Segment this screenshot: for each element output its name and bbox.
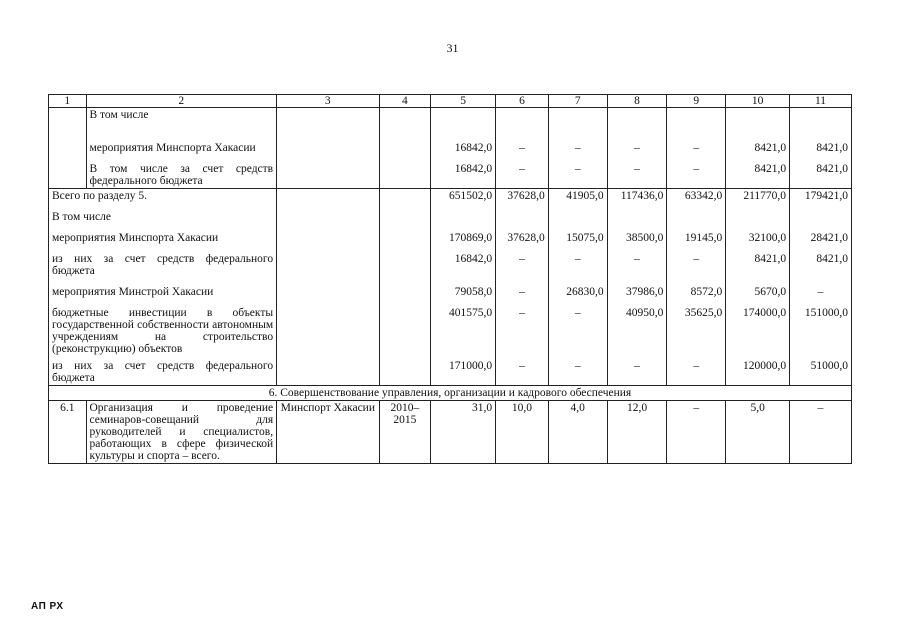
- cell-value: –: [548, 252, 607, 285]
- table-row: [49, 162, 852, 189]
- column-header: 11: [790, 95, 852, 108]
- column-header: 2: [86, 95, 277, 108]
- row-label: мероприятия Минстрой Хакасии: [49, 285, 277, 306]
- item-number: 6.1: [49, 401, 87, 464]
- table-row: [49, 306, 852, 359]
- cell-value: 179421,0: [790, 189, 852, 211]
- cell-value: –: [496, 252, 549, 285]
- cell-value: –: [496, 141, 549, 162]
- cell-value: 16842,0: [431, 162, 496, 189]
- row-label: мероприятия Минспорта Хакасии: [86, 141, 277, 162]
- row-label: В том числе за счет средств федерального бюджета: [86, 162, 277, 189]
- cell-value: –: [496, 162, 549, 189]
- period: 2010– 2015: [379, 401, 431, 464]
- cell-value: 35625,0: [667, 306, 726, 359]
- cell-value: 40950,0: [607, 306, 667, 359]
- cell-value: 51000,0: [790, 359, 852, 386]
- cell-value: 8421,0: [790, 252, 852, 285]
- budget-table: [48, 94, 852, 464]
- cell-value: –: [607, 359, 667, 386]
- row-label: из них за счет средств федерального бюджета: [49, 252, 277, 285]
- cell-value: 10,0: [496, 401, 549, 464]
- cell-value: –: [548, 141, 607, 162]
- cell-value: –: [496, 359, 549, 386]
- cell-value: 117436,0: [607, 189, 667, 211]
- cell-value: 16842,0: [431, 141, 496, 162]
- cell-value: 8421,0: [726, 252, 790, 285]
- column-header: 10: [726, 95, 790, 108]
- row-label: мероприятия Минспорта Хакасии: [49, 231, 277, 252]
- column-header: 4: [379, 95, 431, 108]
- page-number: 31: [446, 41, 459, 55]
- column-header: 5: [431, 95, 496, 108]
- cell-value: 174000,0: [726, 306, 790, 359]
- cell-value: –: [667, 401, 726, 464]
- cell-value: 171000,0: [431, 359, 496, 386]
- cell-value: 32100,0: [726, 231, 790, 252]
- cell-value: 15075,0: [548, 231, 607, 252]
- table-row: [49, 210, 852, 231]
- cell-value: 211770,0: [726, 189, 790, 211]
- table-row: [49, 401, 852, 464]
- cell-value: 37628,0: [496, 231, 549, 252]
- cell-value: 8421,0: [790, 162, 852, 189]
- table-row: [49, 108, 852, 142]
- cell-value: 8421,0: [790, 141, 852, 162]
- cell-value: 8572,0: [667, 285, 726, 306]
- row-label: Организация и проведение семинаров-совещаний для руководителей и специалистов, работающих в сфере физической культуры и спорта – всего.: [86, 401, 277, 464]
- table-row: [49, 189, 852, 211]
- cell-value: 170869,0: [431, 231, 496, 252]
- row-label: Всего по разделу 5.: [49, 189, 277, 211]
- row-label: из них за счет средств федерального бюджета: [49, 359, 277, 386]
- column-header: 8: [607, 95, 667, 108]
- section-header-row: [49, 386, 852, 401]
- cell-value: 38500,0: [607, 231, 667, 252]
- cell-value: 63342,0: [667, 189, 726, 211]
- cell-value: –: [790, 285, 852, 306]
- cell-value: 28421,0: [790, 231, 852, 252]
- cell-value: –: [667, 252, 726, 285]
- cell-value: 79058,0: [431, 285, 496, 306]
- cell-value: –: [790, 401, 852, 464]
- cell-value: 16842,0: [431, 252, 496, 285]
- row-label: бюджетные инвестиции в объекты государственной собственности автономным учреждениям на строительство (реконструкцию) объектов: [49, 306, 277, 359]
- column-number-row: [49, 95, 852, 108]
- column-header: 9: [667, 95, 726, 108]
- cell-value: 12,0: [607, 401, 667, 464]
- cell-value: 120000,0: [726, 359, 790, 386]
- cell-value: 5670,0: [726, 285, 790, 306]
- cell-value: 8421,0: [726, 141, 790, 162]
- cell-value: –: [667, 162, 726, 189]
- cell-value: –: [607, 141, 667, 162]
- cell-value: 401575,0: [431, 306, 496, 359]
- cell-value: –: [496, 306, 549, 359]
- cell-value: –: [667, 359, 726, 386]
- cell-value: –: [607, 252, 667, 285]
- cell-value: 31,0: [431, 401, 496, 464]
- row-label: В том числе: [49, 210, 277, 231]
- table-row: [49, 141, 852, 162]
- cell-value: 651502,0: [431, 189, 496, 211]
- cell-value: –: [496, 285, 549, 306]
- cell-value: –: [548, 359, 607, 386]
- cell-value: 151000,0: [790, 306, 852, 359]
- column-header: 6: [496, 95, 549, 108]
- cell-value: 26830,0: [548, 285, 607, 306]
- cell-value: 4,0: [548, 401, 607, 464]
- cell-value: 41905,0: [548, 189, 607, 211]
- cell-value: –: [548, 162, 607, 189]
- executor: Минспорт Хакасии: [277, 401, 379, 464]
- column-header: 7: [548, 95, 607, 108]
- table-row: [49, 359, 852, 386]
- cell-value: 5,0: [726, 401, 790, 464]
- cell-value: 8421,0: [726, 162, 790, 189]
- column-header: 3: [277, 95, 379, 108]
- cell-value: –: [607, 162, 667, 189]
- section-title: 6. Совершенствование управления, организации и кадрового обеспечения: [49, 386, 852, 401]
- cell-value: 37986,0: [607, 285, 667, 306]
- table-row: [49, 252, 852, 285]
- column-header: 1: [49, 95, 87, 108]
- cell-value: 37628,0: [496, 189, 549, 211]
- table-row: [49, 231, 852, 252]
- footer-stamp: АП РХ: [31, 601, 64, 612]
- cell-value: 19145,0: [667, 231, 726, 252]
- cell-value: –: [548, 306, 607, 359]
- table-row: [49, 285, 852, 306]
- cell-value: –: [667, 141, 726, 162]
- row-label: В том числе: [86, 108, 277, 142]
